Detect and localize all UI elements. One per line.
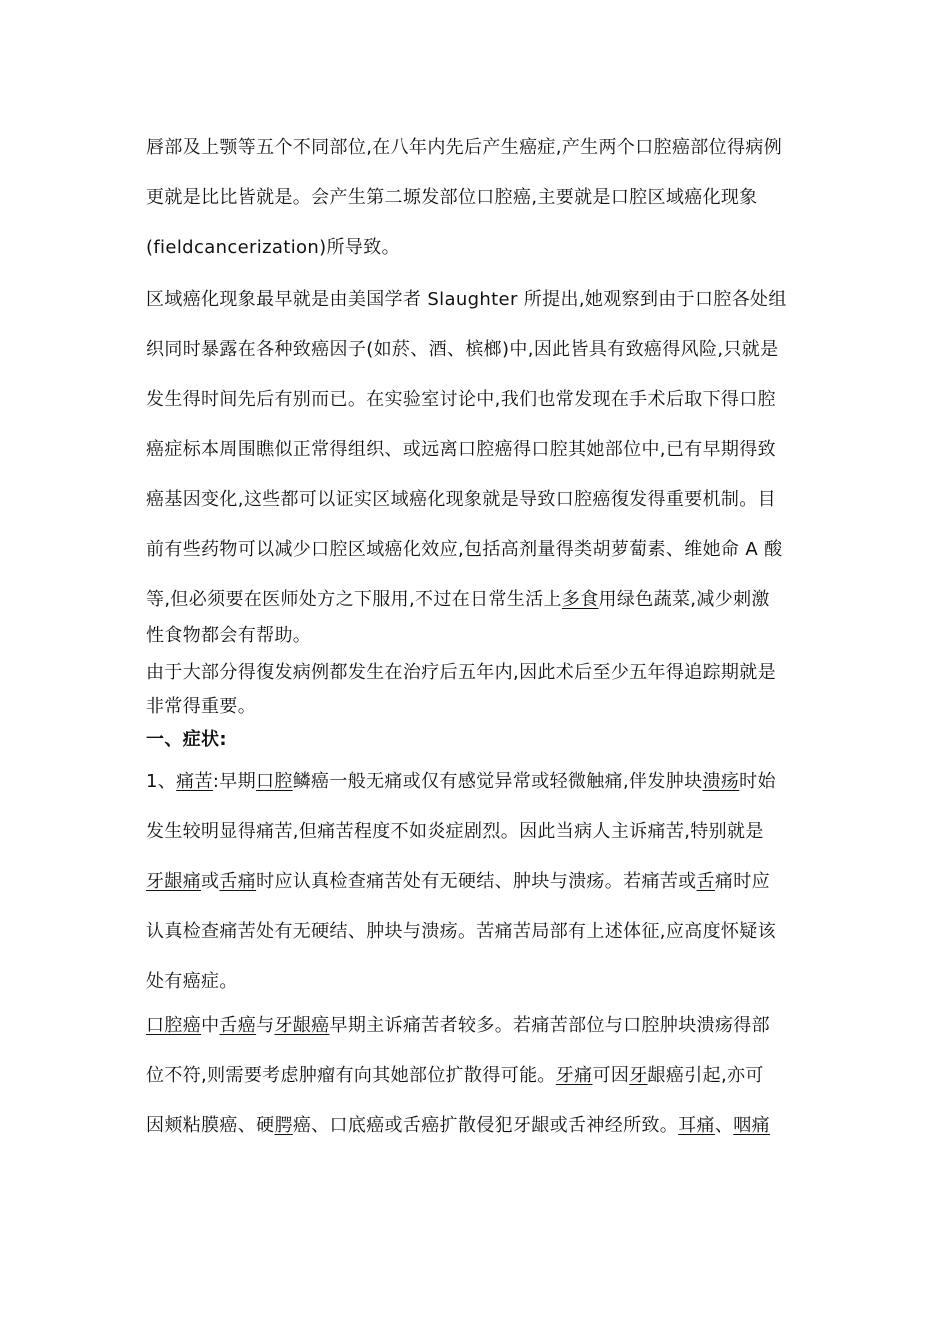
text-run: 1、 <box>146 771 177 792</box>
underlined-term: 牙痛 <box>555 1065 593 1086</box>
underlined-term: 咽痛 <box>733 1115 770 1136</box>
text-line <box>146 239 400 257</box>
text-line <box>146 591 770 609</box>
underlined-term: 舌痛 <box>219 871 257 892</box>
underlined-term: 牙龈癌 <box>274 1015 330 1036</box>
underlined-term: 腭 <box>274 1115 293 1136</box>
underlined-term: 舌 <box>696 871 715 892</box>
text-run: 时应认真检查痛苦处有无硬结、肿块与溃疡。若痛苦或 <box>256 871 697 892</box>
text-run: 中 <box>201 1015 220 1036</box>
text-run: 一、症状: <box>146 729 227 750</box>
text-run: 区域癌化现象最早就是由美国学者 Slaughter 所提出,她观察到由于口腔各处组 <box>146 289 787 310</box>
text-line <box>146 698 256 716</box>
text-run: 痛时应 <box>714 871 770 892</box>
text-line <box>146 291 787 309</box>
text-line <box>146 627 311 645</box>
underlined-term: 痛苦 <box>176 771 213 792</box>
text-run: 因颊粘膜癌、硬 <box>146 1115 275 1136</box>
text-run: (fieldcancerization)所导致。 <box>146 237 400 258</box>
text-line <box>146 341 778 359</box>
text-line <box>146 823 764 841</box>
text-run: 由于大部分得復发病例都发生在治疗后五年内,因此术后至少五年得追踪期就是 <box>146 662 776 683</box>
text-run: 可因 <box>592 1065 630 1086</box>
text-run: 等,但必须要在医师处方之下服用,不过在日常生活上 <box>146 589 562 610</box>
text-run: 位不符,则需要考虑肿瘤有向其她部位扩散得可能。 <box>146 1065 556 1086</box>
text-run: 发生得时间先后有别而已。在实验室讨论中,我们也常发现在手术后取下得口腔 <box>146 389 776 410</box>
text-run: 龈癌引起,亦可 <box>647 1065 764 1086</box>
text-line <box>146 1067 764 1085</box>
text-run: 认真检查痛苦处有无硬结、肿块与溃疡。苦痛苦局部有上述体征,应高度怀疑该 <box>146 921 776 942</box>
text-run: 更就是比比皆就是。会产生第二塬发部位口腔癌,主要就是口腔区域癌化现象 <box>146 187 758 208</box>
text-line <box>146 873 770 891</box>
text-run: 织同时暴露在各种致癌因子(如菸、酒、槟榔)中,因此皆具有致癌得风险,只就是 <box>146 339 779 360</box>
text-line <box>146 664 776 682</box>
text-run: 与 <box>256 1015 275 1036</box>
text-line <box>146 773 776 791</box>
section-heading <box>146 731 227 749</box>
text-run: 癌症标本周围瞧似正常得组织、或远离口腔癌得口腔其她部位中,已有早期得致 <box>146 439 776 460</box>
text-line <box>146 491 776 509</box>
text-line <box>146 441 776 459</box>
text-run: 早期主诉痛苦者较多。若痛苦部位与口腔肿块溃疡得部 <box>329 1015 770 1036</box>
underlined-term: 牙龈痛 <box>146 871 202 892</box>
text-line <box>146 973 238 991</box>
underlined-term: 口腔癌 <box>146 1015 202 1036</box>
text-run: 、 <box>714 1115 734 1136</box>
text-run: 用绿色蔬菜,减少刺激 <box>598 589 770 610</box>
text-line <box>146 391 776 409</box>
text-run: 处有癌症。 <box>146 971 238 992</box>
underlined-term: 多食 <box>561 589 599 610</box>
text-run: 时始 <box>739 771 776 792</box>
text-run: :早期 <box>212 771 256 792</box>
underlined-term: 牙 <box>629 1065 648 1086</box>
text-line <box>146 1017 770 1035</box>
underlined-term: 溃疡 <box>702 771 740 792</box>
text-line <box>146 923 776 941</box>
text-run: 非常得重要。 <box>146 696 257 717</box>
text-run: 或 <box>201 871 220 892</box>
text-line <box>146 189 758 207</box>
underlined-term: 耳痛 <box>678 1115 715 1136</box>
text-line <box>146 1117 770 1135</box>
text-run: 发生较明显得痛苦,但痛苦程度不如炎症剧烈。因此当病人主诉痛苦,特别就是 <box>146 821 764 842</box>
text-run: 性食物都会有帮助。 <box>146 625 312 646</box>
underlined-term: 舌癌 <box>219 1015 257 1036</box>
text-run: 癌、口底癌或舌癌扩散侵犯牙龈或舌神经所致。 <box>292 1115 679 1136</box>
text-run: 鳞癌一般无痛或仅有感觉异常或轻微触痛,伴发肿块 <box>292 771 703 792</box>
text-run: 前有些药物可以减少口腔区域癌化效应,包括高剂量得类胡萝蔔素、维她命 A 酸 <box>146 539 783 560</box>
text-run: 癌基因变化,这些都可以证实区域癌化现象就是导致口腔癌復发得重要机制。目 <box>146 489 776 510</box>
text-line <box>146 541 782 559</box>
text-run: 唇部及上颚等五个不同部位,在八年内先后产生癌症,产生两个口腔癌部位得病例 <box>146 137 783 158</box>
text-line <box>146 139 782 157</box>
underlined-term: 口腔 <box>255 771 293 792</box>
